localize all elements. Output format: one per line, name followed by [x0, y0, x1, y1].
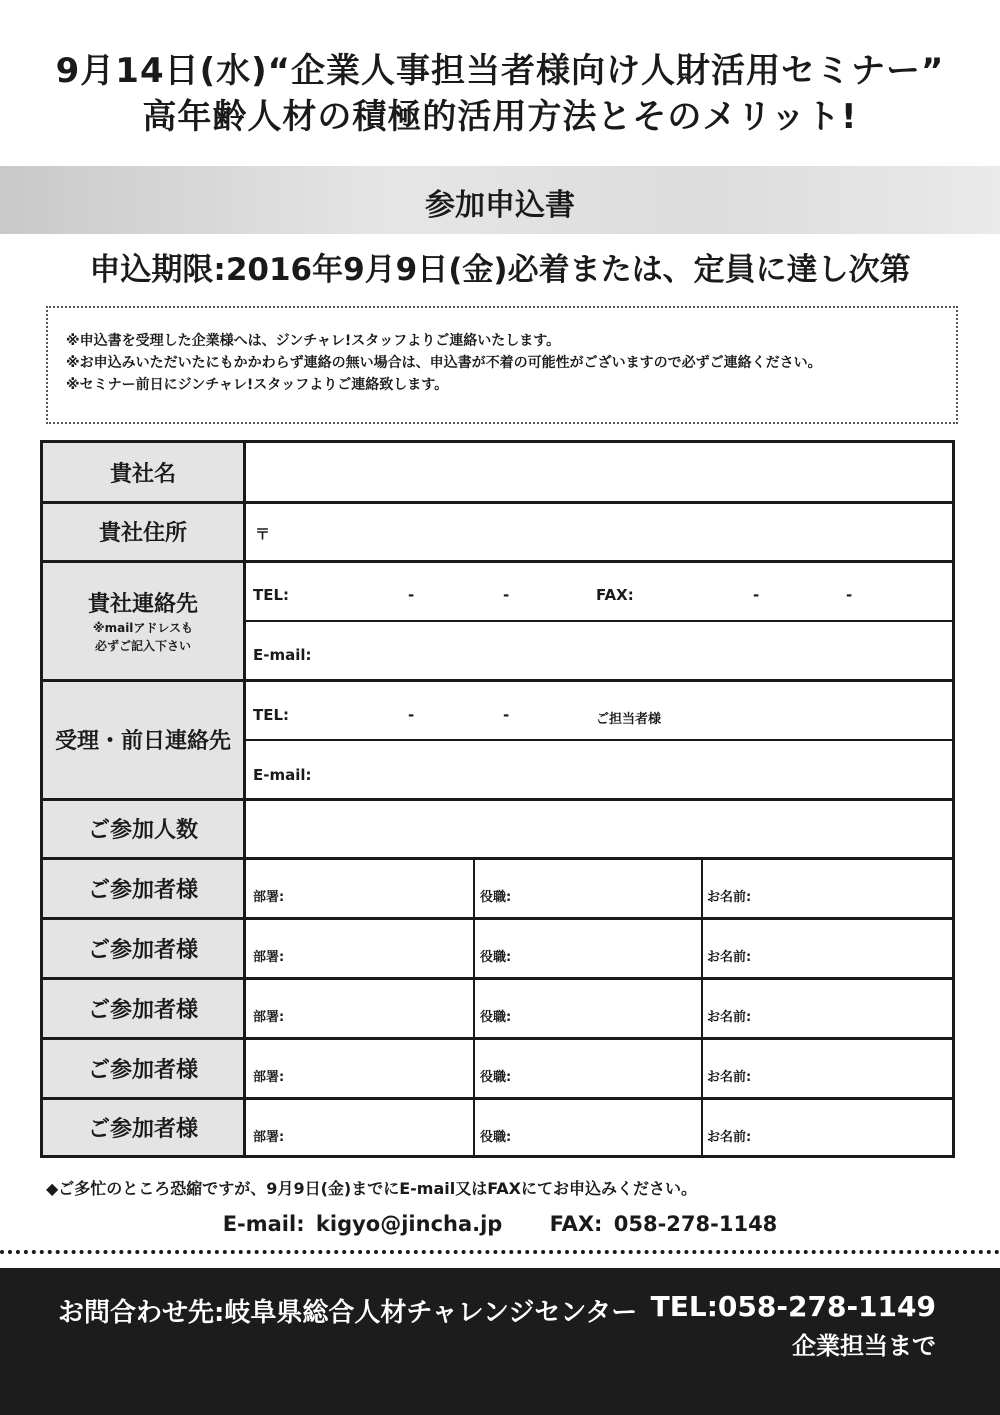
- seminar-title: [0, 48, 1000, 140]
- participant-label-cell-4: [43, 1039, 246, 1097]
- reception-email-label[interactable]: E-mail:: [253, 766, 312, 784]
- participant-4-dept[interactable]: 部署:: [253, 1070, 285, 1085]
- participant-2-dept[interactable]: 部署:: [253, 950, 285, 965]
- participant-5-dept[interactable]: 部署:: [253, 1130, 285, 1145]
- row-divider: [43, 917, 952, 920]
- participant-2-name[interactable]: お名前:: [707, 950, 752, 965]
- company-fax-dash-2: -: [846, 586, 853, 604]
- participant-2-position[interactable]: 役職:: [480, 950, 512, 965]
- participant-1-position[interactable]: 役職:: [480, 890, 512, 905]
- company-tel-dash-2: -: [503, 586, 510, 604]
- reception-tel-dash-2: -: [503, 706, 510, 724]
- title-line-2: 高年齢人材の積極的活用方法とそのメリット!: [142, 97, 858, 137]
- row-divider: [43, 679, 952, 682]
- notice-line-3: ※セミナー前日にジンチャレ!スタッフよりご連絡致します。: [66, 377, 449, 393]
- participant-label-cell-1: [43, 859, 246, 917]
- participant-label-4: ご参加者様: [87, 1057, 198, 1083]
- row-divider: [43, 1037, 952, 1040]
- company-contact-label: 貴社連絡先: [87, 592, 198, 617]
- contact-fax: FAX: 058-278-1148: [549, 1212, 778, 1236]
- application-deadline: 申込期限:2016年9月9日(金)必着または、定員に達し次第: [89, 252, 911, 288]
- company-contact-note-1: ※mailアドレスも: [92, 621, 194, 635]
- participant-4-position[interactable]: 役職:: [480, 1070, 512, 1085]
- participant-3-dept[interactable]: 部署:: [253, 1010, 285, 1025]
- company-fax-label[interactable]: FAX:: [596, 586, 634, 604]
- participant-3-position[interactable]: 役職:: [480, 1010, 512, 1025]
- company-email-label[interactable]: E-mail:: [253, 646, 312, 664]
- participant-4-name[interactable]: お名前:: [707, 1070, 752, 1085]
- row-divider: [43, 560, 952, 563]
- participant-5-name[interactable]: お名前:: [707, 1130, 752, 1145]
- footer-tel: TEL:058-278-1149: [650, 1290, 936, 1323]
- participant-label-3: ご参加者様: [87, 997, 198, 1023]
- contact-line: [0, 1212, 1000, 1236]
- form-title: 参加申込書: [425, 188, 575, 223]
- company-contact-note-2: 必ずご記入下さい: [94, 639, 191, 653]
- participant-5-position[interactable]: 役職:: [480, 1130, 512, 1145]
- row-divider: [43, 1097, 952, 1100]
- reception-tel-label[interactable]: TEL:: [253, 706, 290, 724]
- footer-dept: 企業担当まで: [792, 1332, 936, 1360]
- subrow-divider: [246, 620, 952, 622]
- company-name-label: 貴社名: [109, 461, 176, 487]
- footer: [0, 1268, 1000, 1415]
- notice-line-1: ※申込書を受理した企業様へは、ジンチャレ!スタッフよりご連絡いたします。: [66, 333, 561, 349]
- column-divider: [701, 859, 703, 1155]
- participant-label-1: ご参加者様: [87, 877, 198, 903]
- participant-3-name[interactable]: お名前:: [707, 1010, 752, 1025]
- participant-1-dept[interactable]: 部署:: [253, 890, 285, 905]
- column-divider: [473, 859, 475, 1155]
- company-contact-label-cell: [43, 562, 246, 679]
- application-form: [40, 440, 955, 1158]
- company-address-label: 貴社住所: [98, 521, 187, 546]
- company-tel-dash-1: -: [408, 586, 415, 604]
- participant-1-name[interactable]: お名前:: [707, 890, 752, 905]
- footer-inquiry: お問合わせ先:岐阜県総合人材チャレンジセンター: [58, 1298, 638, 1328]
- person-in-charge-label[interactable]: ご担当者様: [596, 712, 662, 727]
- contact-email[interactable]: E-mail: kigyo@jincha.jp: [222, 1212, 503, 1236]
- company-fax-dash-1: -: [753, 586, 760, 604]
- reception-label-cell: [43, 681, 246, 798]
- participants-count-label: ご参加人数: [87, 818, 198, 843]
- participant-label-cell-2: [43, 919, 246, 977]
- company-name-label-cell: [43, 443, 246, 501]
- company-tel-label[interactable]: TEL:: [253, 586, 290, 604]
- participant-label-5: ご参加者様: [87, 1116, 198, 1142]
- dotted-separator: [0, 1250, 1000, 1254]
- reception-label: 受理・前日連絡先: [54, 729, 231, 754]
- closing-note: ◆ご多忙のところ恐縮ですが、9月9日(金)までにE-mail又はFAXにてお申込みください。: [46, 1179, 698, 1198]
- company-address-label-cell: [43, 503, 246, 560]
- row-divider: [43, 977, 952, 980]
- participant-label-cell-5: [43, 1099, 246, 1155]
- title-line-1: 9月14日(水)“企業人事担当者様向け人財活用セミナー”: [55, 51, 945, 91]
- postal-mark[interactable]: 〒: [255, 525, 271, 543]
- reception-tel-dash-1: -: [408, 706, 415, 724]
- participant-label-cell-3: [43, 979, 246, 1037]
- participant-label-2: ご参加者様: [87, 937, 198, 963]
- participants-count-label-cell: [43, 800, 246, 857]
- row-divider: [43, 857, 952, 860]
- notice-box: [46, 306, 958, 424]
- row-divider: [43, 798, 952, 801]
- row-divider: [43, 501, 952, 504]
- notice-line-2: ※お申込みいただいたにもかかわらず連絡の無い場合は、申込書が不着の可能性がございますので必ずご連絡ください。: [66, 355, 822, 371]
- subrow-divider: [246, 739, 952, 741]
